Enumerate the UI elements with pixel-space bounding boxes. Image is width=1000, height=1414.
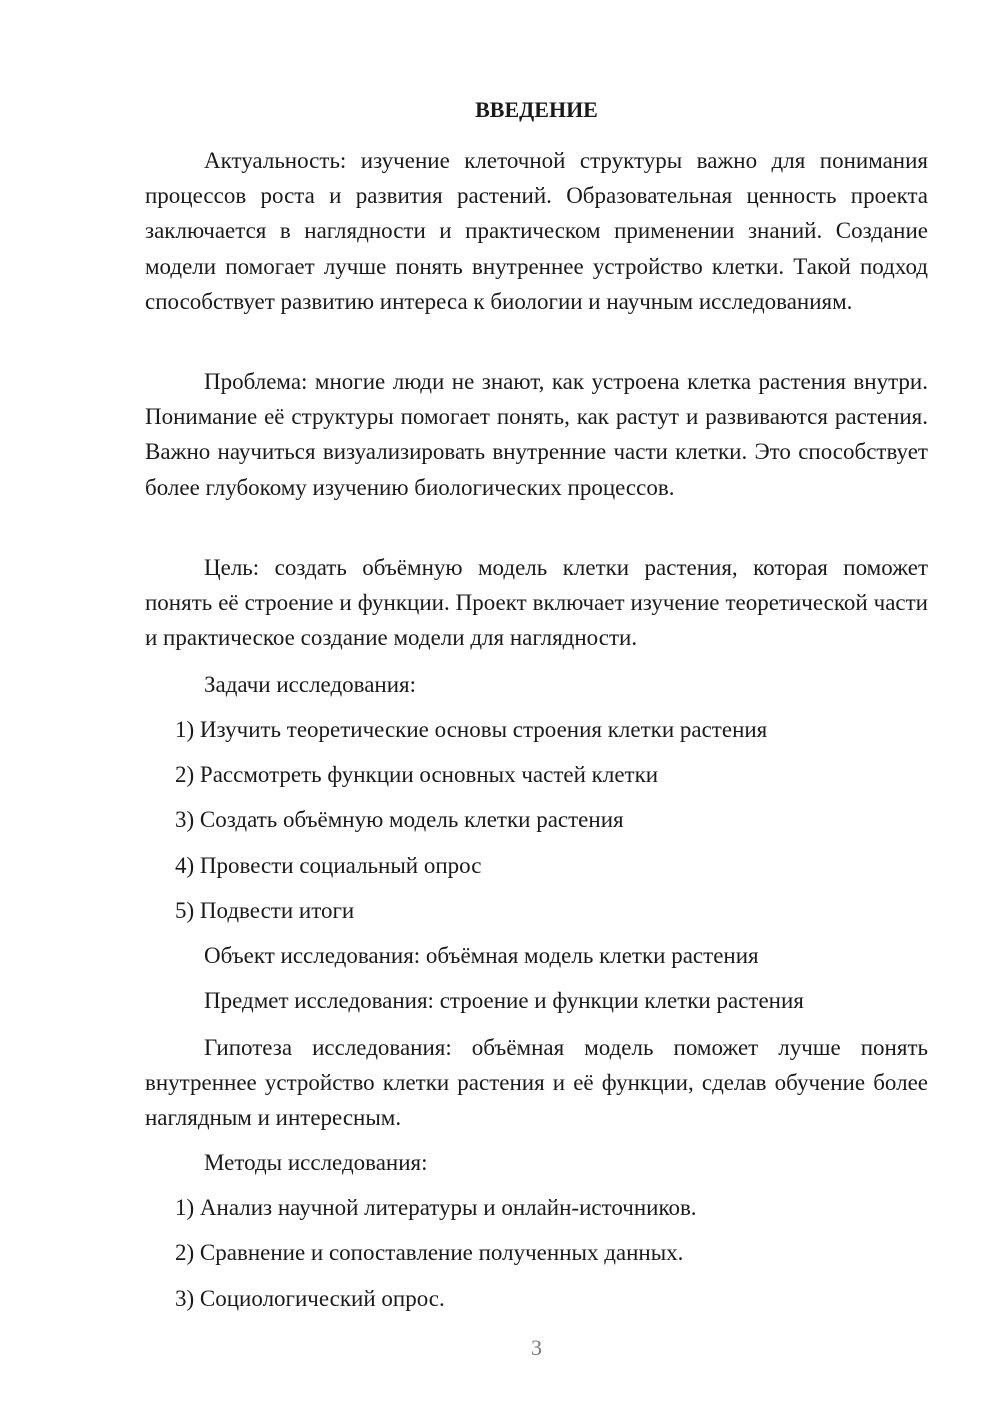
list-item: 3) Создать объёмную модель клетки растения xyxy=(175,807,624,832)
paragraph-hypothesis: Гипотеза исследования: объёмная модель поможет лучше понять внутреннее устройство клетки растения и её функции, сделав обучение более наглядным и интересным. xyxy=(145,1035,928,1131)
list-item: 1) Анализ научной литературы и онлайн-источников. xyxy=(175,1195,697,1220)
research-object: Объект исследования: объёмная модель клетки растения xyxy=(204,943,759,968)
list-item: 2) Рассмотреть функции основных частей клетки xyxy=(175,762,659,787)
list-item: 3) Социологический опрос. xyxy=(175,1286,445,1311)
document-page xyxy=(145,0,928,1414)
paragraph-goal: Цель: создать объёмную модель клетки растения, которая поможет понять её строение и функции. Проект включает изучение теоретической части и практическое создание модели для наглядности. xyxy=(145,555,928,651)
research-subject: Предмет исследования: строение и функции клетки растения xyxy=(204,988,804,1013)
paragraph-problem: Проблема: многие люди не знают, как устроена клетка растения внутри. Понимание её структуры помогает понять, как растут и развиваются растения. Важно научиться визуализировать внутренние части клетки. Это способствует более глубокому изучению биологических процессов. xyxy=(145,369,928,500)
list-item: 1) Изучить теоретические основы строения клетки растения xyxy=(175,717,768,742)
page-title: ВВЕДЕНИЕ xyxy=(475,97,598,122)
list-item: 2) Сравнение и сопоставление полученных данных. xyxy=(175,1240,684,1265)
paragraph-relevance: Актуальность: изучение клеточной структуры важно для понимания процессов роста и развития растений. Образовательная ценность проекта заключается в наглядности и практическом применении знаний. Создание модели помогает лучше понять внутреннее устройство клетки. Такой подход способствует развитию интереса к биологии и научным исследованиям. xyxy=(145,148,928,314)
methods-heading: Методы исследования: xyxy=(204,1150,428,1175)
page-number: 3 xyxy=(531,1335,542,1360)
tasks-heading: Задачи исследования: xyxy=(204,672,417,697)
list-item: 5) Подвести итоги xyxy=(175,898,355,923)
list-item: 4) Провести социальный опрос xyxy=(175,853,482,878)
